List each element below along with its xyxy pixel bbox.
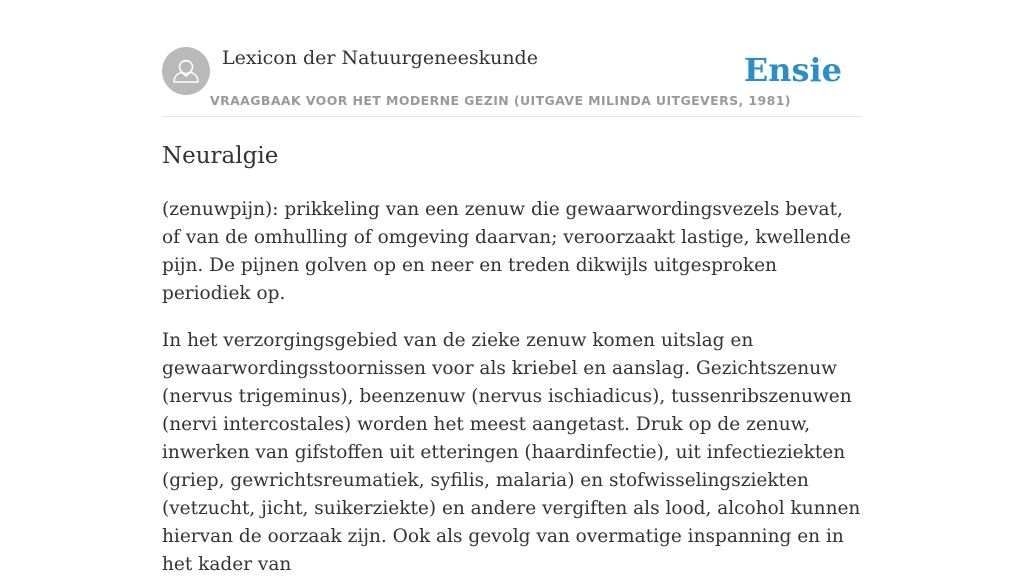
entry-title: Neuralgie (162, 143, 279, 169)
ensie-logo[interactable]: Ensie (743, 51, 842, 89)
book-title-link[interactable]: Lexicon der Natuurgeneeskunde (222, 47, 538, 69)
entry-paragraph: (zenuwpijn): prikkeling van een zenuw die gewaarwordingsvezels bevat, of van de omhulling of omgeving daarvan; veroorzaakt lastige, kwellende pijn. De pijnen golven op en neer en treden dikwijls uitgesproken periodiek op. (162, 199, 851, 304)
page-container (162, 0, 862, 579)
entry-paragraph: In het verzorgingsgebied van de zieke zenuw komen uitslag en gewaarwordingsstoornissen voor als kriebel en aanslag. Gezichtszenuw (nervus trigeminus), beenzenuw (nervus ischiadicus), tussenribszenuwen (nervi intercostales) worden het meest aangetast. Druk op de zenuw, inwerken van gifstoffen uit etteringen (haardinfectie), uit infectieziekten (griep, gewrichtsreumatiek, syfilis, malaria) en stofwisselingsziekten (vetzucht, jicht, suikerziekte) en andere vergiften als lood, alcohol kunnen hiervan de oorzaak zijn. Ook als gevolg van overmatige inspanning en in het kader van (162, 330, 861, 575)
book-subtitle: VRAAGBAAK VOOR HET MODERNE GEZIN (UITGAVE MILINDA UITGEVERS, 1981) (210, 93, 791, 108)
entry-body (162, 196, 862, 579)
user-icon-graphic (162, 47, 210, 95)
header (162, 0, 862, 117)
user-icon[interactable] (162, 47, 210, 95)
